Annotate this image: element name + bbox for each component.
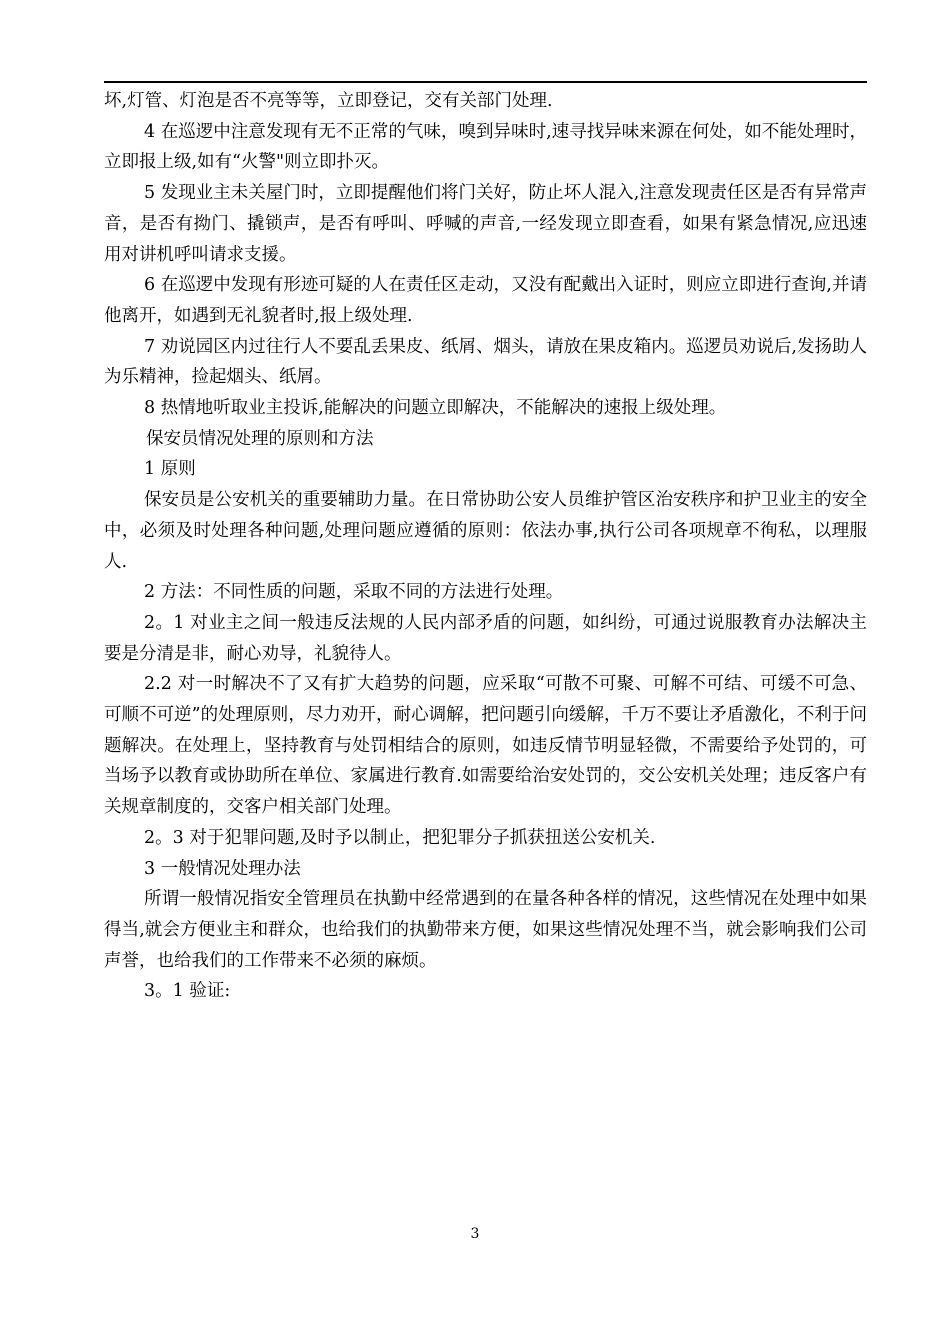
paragraph: 4 在巡逻中注意发现有无不正常的气味，嗅到异味时,速寻找异味来源在何处，如不能处理时，立即报上级,如有“火警"则立即扑灭。 xyxy=(104,121,867,173)
paragraph: 6 在巡逻中发现有形迹可疑的人在责任区走动，又没有配戴出入证时，则应立即进行查询,并请他离开，如遇到无礼貌者时,报上级处理. xyxy=(104,275,867,326)
subsection-heading: 1 原则 xyxy=(144,459,196,480)
page-number: 3 xyxy=(470,1226,480,1242)
paragraph: 8 热情地听取业主投诉,能解决的问题立即解决，不能解决的速报上级处理。 xyxy=(144,398,727,419)
paragraph: 7 劝说园区内过往行人不要乱丢果皮、纸屑、烟头，请放在果皮箱内。巡逻员劝说后,发扬助人为乐精神，捡起烟头、纸屑。 xyxy=(104,336,867,388)
section-heading: 保安员情况处理的原则和方法 xyxy=(146,428,374,449)
header-rule xyxy=(104,81,867,83)
subsection-heading: 3 一般情况处理办法 xyxy=(144,858,301,879)
paragraph: 2.2 对一时解决不了又有扩大趋势的问题，应采取“可散不可聚、可解不可结、可缓不可急、可顺不可逆”的处理原则，尽力劝开，耐心调解，把问题引向缓解，千万不要让矛盾激化，不利于问题解决。在处理上，坚持教育与处罚相结合的原则，如违反情节明显轻微，不需要给予处罚的，可当场予以教育或协助所在单位、家属进行教育.如需要给治安处罚的，交公安机关处理；违反客户有关规章制度的，交客户相关部门处理。 xyxy=(104,674,867,818)
body-text xyxy=(104,86,867,1007)
paragraph: 5 发现业主未关屋门时，立即提醒他们将门关好，防止坏人混入,注意发现责任区是否有异常声音，是否有拗门、撬锁声，是否有呼叫、呼喊的声音,一经发现立即查看，如果有紧急情况,应迅速用对讲机呼叫请求支援。 xyxy=(104,183,867,265)
paragraph: 2。3 对于犯罪问题,及时予以制止，把犯罪分子抓获扭送公安机关. xyxy=(144,827,656,848)
paragraph: 保安员是公安机关的重要辅助力量。在日常协助公安人员维护管区治安秩序和护卫业主的安全中，必须及时处理各种问题,处理问题应遵循的原则：依法办事,执行公司各项规章不徇私，以理服人. xyxy=(104,490,867,572)
paragraph: 2 方法：不同性质的问题，采取不同的方法进行处理。 xyxy=(144,582,564,603)
paragraph: 3。1 验证: xyxy=(144,981,231,1002)
paragraph: 2。1 对业主之间一般违反法规的人民内部矛盾的问题，如纠纷，可通过说服教育办法解决主要是分清是非，耐心劝导，礼貌待人。 xyxy=(104,612,867,664)
paragraph: 坏,灯管、灯泡是否不亮等等，立即登记，交有关部门处理. xyxy=(104,91,553,111)
paragraph: 所谓一般情况指安全管理员在执勤中经常遇到的在量各种各样的情况，这些情况在处理中如果得当,就会方便业主和群众，也给我们的执勤带来方便，如果这些情况处理不当，就会影响我们公司声誉，也给我们的工作带来不必须的麻烦。 xyxy=(104,889,867,971)
